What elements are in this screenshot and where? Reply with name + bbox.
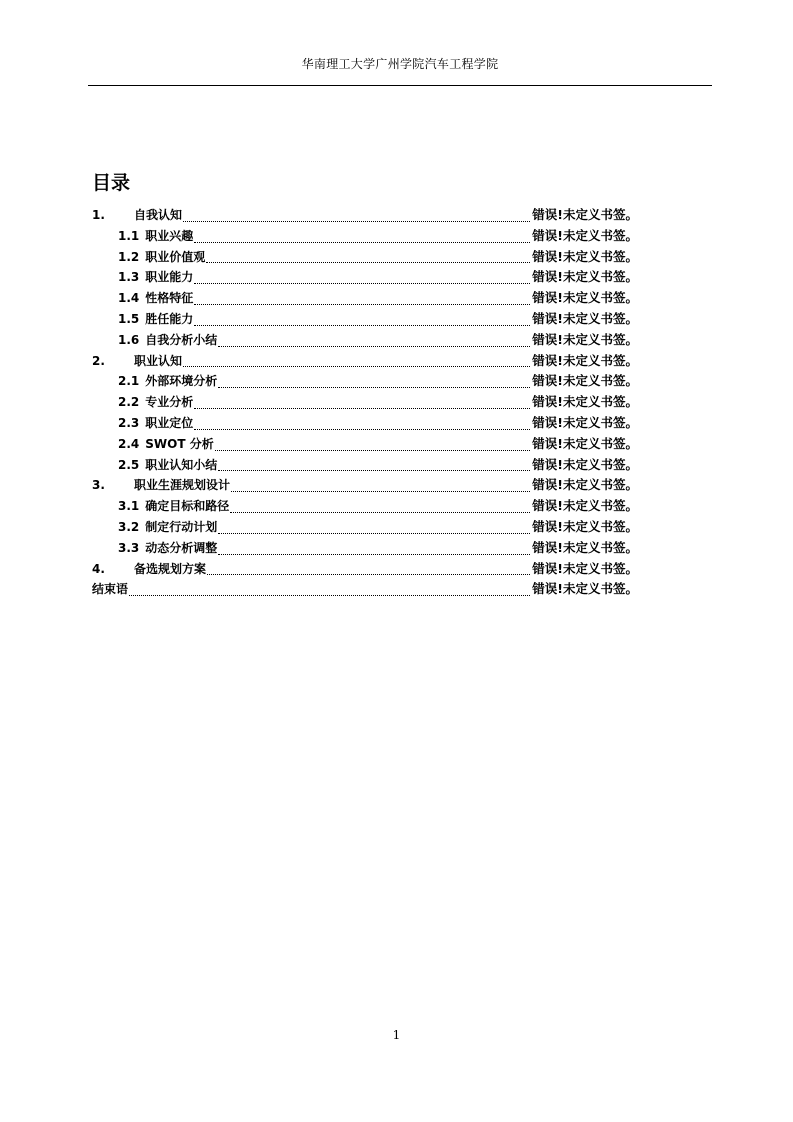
toc-entry-label: 确定目标和路径 — [145, 499, 230, 514]
toc-entry-number: 2.4 — [118, 436, 140, 451]
toc-entry-label: 职业生涯规划设计 — [134, 478, 231, 493]
dot-leader — [194, 325, 530, 326]
toc-entry-label: 备选规划方案 — [134, 561, 207, 576]
toc-entry-number: 1.4 — [118, 291, 140, 306]
toc-title: 目录 — [92, 172, 131, 194]
toc-entry-page-ref: 错误!未定义书签。 — [532, 310, 638, 326]
toc-entry-career-planning-design[interactable] — [92, 475, 638, 496]
toc-entry-swot-analysis[interactable] — [92, 434, 638, 455]
toc-entry-page-ref: 错误!未定义书签。 — [532, 331, 638, 347]
toc-entry-page-ref: 错误!未定义书签。 — [532, 352, 638, 368]
dot-leader — [215, 450, 531, 451]
toc-entry-self-analysis-summary[interactable] — [92, 330, 638, 351]
dot-leader — [230, 512, 530, 513]
toc-entry-label: 职业价值观 — [145, 249, 206, 264]
toc-entry-label: SWOT 分析 — [145, 436, 214, 451]
toc-entry-page-ref: 错误!未定义书签。 — [532, 435, 638, 451]
toc-entry-page-ref: 错误!未定义书签。 — [532, 373, 638, 389]
toc-entry-page-ref: 错误!未定义书签。 — [532, 227, 638, 243]
toc-entry-number: 1.1 — [118, 228, 140, 243]
dot-leader — [129, 595, 530, 596]
toc-entry-number: 3.3 — [118, 540, 140, 555]
dot-leader — [218, 470, 530, 471]
toc-entry-page-ref: 错误!未定义书签。 — [532, 581, 638, 597]
toc-entry-number: 2.2 — [118, 395, 140, 410]
toc-entry-number: 3. — [92, 478, 105, 493]
toc-entry-number: 3.2 — [118, 519, 140, 534]
dot-leader — [218, 387, 530, 388]
toc-entry-number: 4. — [92, 561, 105, 576]
toc-entry-label: 职业认知 — [134, 353, 183, 368]
toc-entry-label: 职业能力 — [145, 270, 194, 285]
toc-entry-label: 自我分析小结 — [145, 332, 218, 347]
table-of-contents — [92, 205, 638, 600]
toc-entry-page-ref: 错误!未定义书签。 — [532, 414, 638, 430]
toc-entry-page-ref: 错误!未定义书签。 — [532, 269, 638, 285]
dot-leader — [218, 533, 530, 534]
dot-leader — [194, 242, 530, 243]
dot-leader — [194, 429, 530, 430]
dot-leader — [194, 283, 530, 284]
dot-leader — [194, 304, 530, 305]
dot-leader — [231, 491, 530, 492]
toc-entry-number: 1.3 — [118, 270, 140, 285]
toc-entry-career-cognition-summary[interactable] — [92, 455, 638, 476]
toc-entry-career-values[interactable] — [92, 247, 638, 268]
toc-entry-page-ref: 错误!未定义书签。 — [532, 539, 638, 555]
toc-entry-label: 性格特征 — [145, 291, 194, 306]
toc-entry-label: 结束语 — [92, 582, 129, 597]
toc-entry-self-awareness[interactable] — [92, 205, 638, 226]
toc-entry-number: 1.6 — [118, 332, 140, 347]
dot-leader — [218, 346, 530, 347]
toc-entry-personality[interactable] — [92, 288, 638, 309]
toc-entry-label: 动态分析调整 — [145, 540, 218, 555]
dot-leader — [207, 574, 530, 575]
toc-entry-page-ref: 错误!未定义书签。 — [532, 560, 638, 576]
toc-entry-page-ref: 错误!未定义书签。 — [532, 456, 638, 472]
page-header — [88, 56, 712, 86]
toc-entry-page-ref: 错误!未定义书签。 — [532, 290, 638, 306]
dot-leader — [218, 554, 530, 555]
toc-entry-external-environment[interactable] — [92, 371, 638, 392]
toc-entry-page-ref: 错误!未定义书签。 — [532, 518, 638, 534]
toc-entry-number: 2.1 — [118, 374, 140, 389]
toc-entry-page-ref: 错误!未定义书签。 — [532, 498, 638, 514]
toc-entry-number: 2. — [92, 353, 105, 368]
toc-entry-label: 胜任能力 — [145, 311, 194, 326]
toc-entry-page-ref: 错误!未定义书签。 — [532, 207, 638, 222]
toc-entry-conclusion[interactable] — [92, 579, 638, 600]
toc-entry-label: 制定行动计划 — [145, 519, 218, 534]
toc-entry-label: 职业兴趣 — [145, 228, 194, 243]
toc-entry-major-analysis[interactable] — [92, 392, 638, 413]
toc-entry-number: 1.2 — [118, 249, 140, 264]
toc-entry-label: 自我认知 — [134, 208, 183, 222]
toc-entry-career-positioning[interactable] — [92, 413, 638, 434]
toc-entry-competency[interactable] — [92, 309, 638, 330]
toc-entry-page-ref: 错误!未定义书签。 — [532, 394, 638, 410]
toc-entry-label: 专业分析 — [145, 395, 194, 410]
dot-leader — [194, 408, 530, 409]
toc-entry-page-ref: 错误!未定义书签。 — [532, 477, 638, 493]
toc-entry-label: 职业认知小结 — [145, 457, 218, 472]
dot-leader — [183, 221, 530, 222]
header-text: 华南理工大学广州学院汽车工程学院 — [301, 57, 499, 71]
toc-entry-number: 2.3 — [118, 415, 140, 430]
dot-leader — [183, 366, 530, 367]
toc-entry-number: 2.5 — [118, 457, 140, 472]
toc-entry-label: 外部环境分析 — [145, 374, 218, 389]
toc-entry-career-interest[interactable] — [92, 226, 638, 247]
toc-entry-number: 1. — [92, 208, 105, 222]
toc-entry-label: 职业定位 — [145, 415, 194, 430]
toc-entry-page-ref: 错误!未定义书签。 — [532, 248, 638, 264]
toc-entry-dynamic-adjustment[interactable] — [92, 538, 638, 559]
dot-leader — [206, 262, 530, 263]
toc-entry-number: 1.5 — [118, 311, 140, 326]
toc-entry-number: 3.1 — [118, 499, 140, 514]
toc-entry-action-plan[interactable] — [92, 517, 638, 538]
toc-entry-alternative-plan[interactable] — [92, 559, 638, 580]
toc-entry-career-ability[interactable] — [92, 267, 638, 288]
toc-entry-goals-and-paths[interactable] — [92, 496, 638, 517]
toc-entry-career-cognition[interactable] — [92, 351, 638, 372]
page-number: 1 — [392, 1028, 401, 1042]
